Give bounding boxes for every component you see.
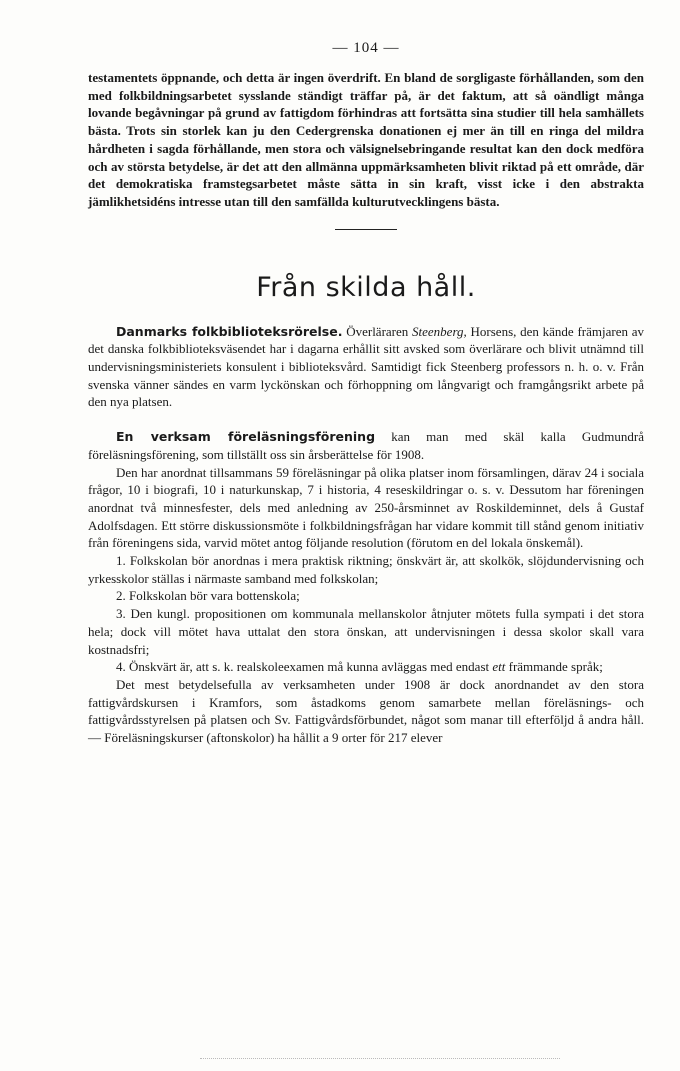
item4-em: ett <box>492 659 506 675</box>
danmark-paragraph <box>88 323 644 412</box>
gudmundra-paragraph-3: Det mest betydelsefulla av verksamheten under 1908 är dock anordnandet av den stora fattigvårdskursen i Kramfors, som åstadkoms genom samarbete mellan föreläsnings- och fattigvårdsstyrelsen på platsen och Sv. Fattigvårdsförbundet, något som manar till efterföljd å andra håll. — Föreläsningskurser (aftonskolor) ha hållit a 9 orter för 217 elever <box>88 676 644 746</box>
section-title: Från skilda håll. <box>256 271 476 303</box>
danmark-name: Steenberg, <box>412 323 467 339</box>
danmark-pre: Överläraren <box>346 323 409 339</box>
danmark-lead: Danmarks folkbiblioteksrörelse. <box>116 323 343 339</box>
danmark-text: Horsens, den kände främjaren av det danska folkbiblioteksväsendet har i dagarna erhållit sitt avsked som överlärare och blivit utnämnd till undervisningsministeriets konsulent i biblioteksvård. Samtidigt fick Steenberg professors n. h. o. v. Från svenska vänner sändes en varm lyckönskan och förhoppning om långvarigt och framgångsrikt arbete på den nya platsen. <box>88 323 644 410</box>
item4-pre: 4. Önskvärt är, att s. k. realskoleexamen må kunna avläggas med endast <box>116 659 490 675</box>
list-item: 3. Den kungl. propositionen om kommunala mellanskolor åtnjuter mötets fulla sympati i det stora hela; dock vill mötet hava uttalat den stora önskan, att undervisningen i dessa skolor skall vara kostnadsfri; <box>88 606 644 657</box>
gudmundra-paragraph-2: Den har anordnat tillsammans 59 föreläsningar på olika platser inom församlingen, därav 24 i sociala frågor, 10 i biografi, 10 i naturkunskap, 7 i historia, 4 reseskildringar o. s. v. Dessutom har föreningen anordnat två minnesfester, dels med anledning av 250-årsminnet av Roskildeminnet, dels å Gustaf Adolfsdagen. Ett större diskussionsmöte i folkbildningsfrågan har vidare kommit till stånd genom initiativ från föreningens sida, varvid mötet antog följande resolution (förutom en del lokala önskemål). <box>88 464 644 551</box>
section-divider <box>335 229 397 230</box>
page-number: — 104 — <box>332 40 400 56</box>
paragraph-top: testamentets öppnande, och detta är ingen överdrift. En bland de sorgligaste förhållanden, som den med folkbildningsarbetet sysslande ständigt träffar på, är det faktum, att så oändligt många lovande begåvningar på grund av fattigdom förhindras att fortsätta sina studier till hela samhällets bästa. Trots sin storlek kan ju den Cedergrenska donationen ej mer än till en ringa del mildra hårdheten i sagda förhållande, men stora och välsignelsebringande resultat kan den dock medföra och av största betydelse, är det att den allmänna uppmärksamheten blivit riktad på ett område, där det demokratiska framstegsarbetet måste sätta in sin kraft, visst icke i den abstrakta jämlikhetsidéns intresse utan till den samfällda kulturutvecklingens bästa. <box>88 70 644 209</box>
gudmundra-text: kan man med skäl kalla Gudmundrå föreläsningsförening, som tillställt oss sin årsberättelse för 1908. <box>88 429 644 462</box>
list-item-4 <box>88 658 644 676</box>
gudmundra-lead: En verksam föreläsningsförening <box>116 429 376 445</box>
list-item: 1. Folkskolan bör anordnas i mera praktisk riktning; önskvärt är, att skolkök, slöjdundervisning och yrkesskolor ställas i närmaste samband med folkskolan; <box>88 553 644 586</box>
list-item: 2. Folkskolan bör vara bottenskola; <box>116 588 300 604</box>
page-bottom-bleed <box>200 1058 560 1062</box>
item4-post: främmande språk; <box>508 659 603 675</box>
gudmundra-paragraph <box>88 428 644 463</box>
page <box>88 40 644 747</box>
